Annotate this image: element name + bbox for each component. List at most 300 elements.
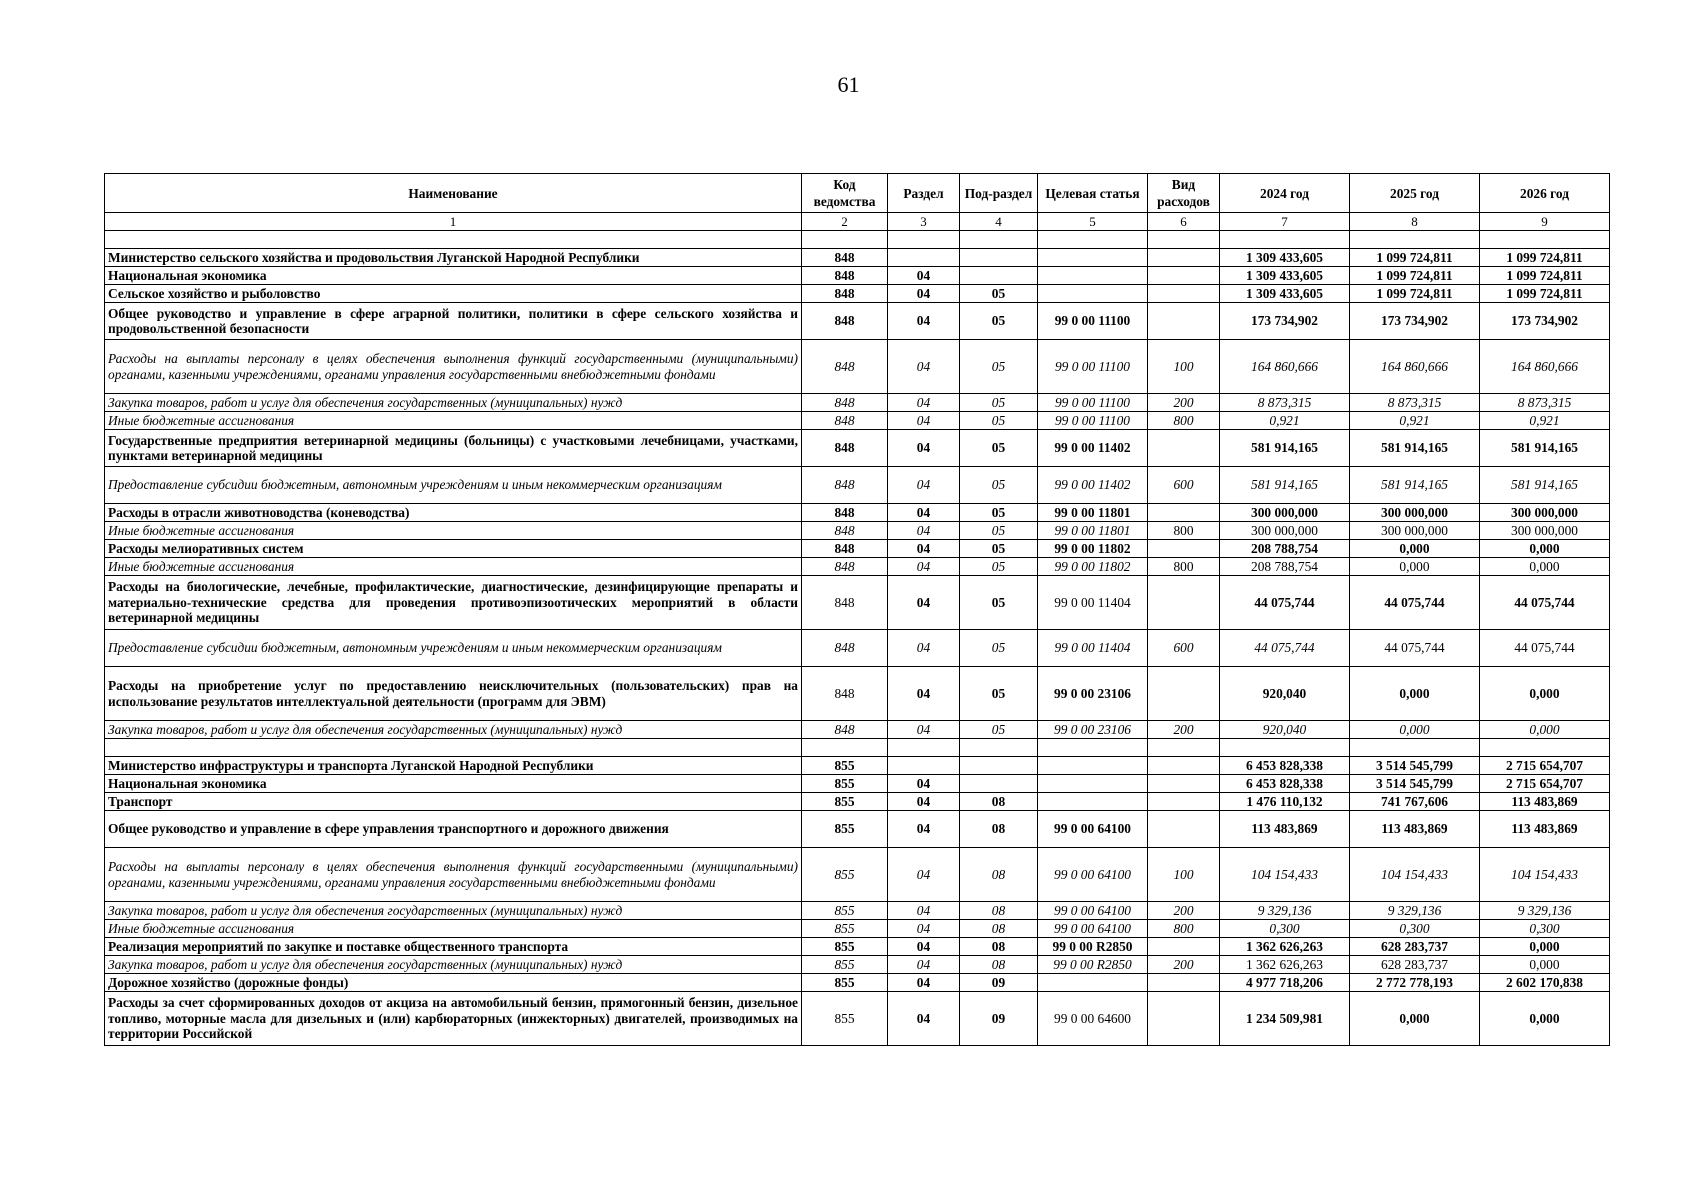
row-name: Предоставление субсидии бюджетным, автономным учреждениям и иным некоммерческим организациям bbox=[105, 467, 802, 504]
row-2026: 2 602 170,838 bbox=[1480, 974, 1610, 992]
row-2026: 2 715 654,707 bbox=[1480, 757, 1610, 775]
row-2026 bbox=[1480, 739, 1610, 757]
row-ved: 848 bbox=[802, 540, 888, 558]
row-2025: 173 734,902 bbox=[1350, 303, 1480, 340]
row-name: Расходы за счет сформированных доходов от акциза на автомобильный бензин, прямогонный бензин, дизельное топливо, моторные масла для дизельных и (или) карбюраторных (инжекторных) двигателей, производимых на территории Российской bbox=[105, 992, 802, 1046]
row-razdel: 04 bbox=[888, 303, 960, 340]
row-podrazdel: 05 bbox=[960, 340, 1038, 394]
row-2024: 1 309 433,605 bbox=[1220, 267, 1350, 285]
row-ved: 855 bbox=[802, 920, 888, 938]
row-razdel: 04 bbox=[888, 467, 960, 504]
row-2024: 1 309 433,605 bbox=[1220, 249, 1350, 267]
row-name: Расходы на выплаты персоналу в целях обеспечения выполнения функций государственными (муниципальными) органами, казенными учреждениями, органами управления государственными внебюджетными фондами bbox=[105, 340, 802, 394]
row-cs: 99 0 00 11404 bbox=[1038, 576, 1148, 630]
row-2024: 581 914,165 bbox=[1220, 430, 1350, 467]
row-2026: 2 715 654,707 bbox=[1480, 775, 1610, 793]
table-row bbox=[105, 938, 1610, 956]
header-2026: 2026 год bbox=[1480, 174, 1610, 213]
column-number: 9 bbox=[1480, 213, 1610, 231]
row-ved: 855 bbox=[802, 775, 888, 793]
row-2026: 9 329,136 bbox=[1480, 902, 1610, 920]
table-row bbox=[105, 775, 1610, 793]
row-2024: 8 873,315 bbox=[1220, 394, 1350, 412]
table-row bbox=[105, 576, 1610, 630]
row-2026: 113 483,869 bbox=[1480, 811, 1610, 848]
row-razdel: 04 bbox=[888, 920, 960, 938]
row-cs: 99 0 00 R2850 bbox=[1038, 956, 1148, 974]
table-row bbox=[105, 793, 1610, 811]
row-name: Закупка товаров, работ и услуг для обеспечения государственных (муниципальных) нужд bbox=[105, 902, 802, 920]
row-2025: 741 767,606 bbox=[1350, 793, 1480, 811]
row-name: Министерство сельского хозяйства и продовольствия Луганской Народной Республики bbox=[105, 249, 802, 267]
row-cs bbox=[1038, 231, 1148, 249]
row-ved: 855 bbox=[802, 757, 888, 775]
row-2025: 1 099 724,811 bbox=[1350, 285, 1480, 303]
row-name: Иные бюджетные ассигнования bbox=[105, 920, 802, 938]
row-2026: 0,000 bbox=[1480, 667, 1610, 721]
row-2025: 44 075,744 bbox=[1350, 576, 1480, 630]
header-2025: 2025 год bbox=[1350, 174, 1480, 213]
row-2024: 1 362 626,263 bbox=[1220, 938, 1350, 956]
table-row bbox=[105, 902, 1610, 920]
row-vr: 100 bbox=[1148, 848, 1220, 902]
row-ved: 848 bbox=[802, 412, 888, 430]
row-vr bbox=[1148, 667, 1220, 721]
header-podrazdel: Под-раздел bbox=[960, 174, 1038, 213]
row-vr bbox=[1148, 576, 1220, 630]
row-podrazdel: 05 bbox=[960, 412, 1038, 430]
row-2025: 0,921 bbox=[1350, 412, 1480, 430]
row-2025: 628 283,737 bbox=[1350, 938, 1480, 956]
table-row bbox=[105, 540, 1610, 558]
row-name: Национальная экономика bbox=[105, 267, 802, 285]
row-podrazdel: 08 bbox=[960, 848, 1038, 902]
row-2025: 104 154,433 bbox=[1350, 848, 1480, 902]
row-ved bbox=[802, 231, 888, 249]
row-2026: 173 734,902 bbox=[1480, 303, 1610, 340]
row-podrazdel: 05 bbox=[960, 576, 1038, 630]
row-podrazdel: 08 bbox=[960, 902, 1038, 920]
row-2025: 581 914,165 bbox=[1350, 467, 1480, 504]
row-razdel: 04 bbox=[888, 504, 960, 522]
row-name: Расходы на биологические, лечебные, профилактические, диагностические, дезинфицирующие препараты и материально-технические средства для проведения противоэпизоотических мероприятий в области ветеринарной медицины bbox=[105, 576, 802, 630]
row-cs: 99 0 00 11100 bbox=[1038, 303, 1148, 340]
row-podrazdel: 05 bbox=[960, 303, 1038, 340]
row-ved: 848 bbox=[802, 249, 888, 267]
row-vr bbox=[1148, 285, 1220, 303]
row-razdel: 04 bbox=[888, 630, 960, 667]
blank-row bbox=[105, 739, 1610, 757]
row-vr: 200 bbox=[1148, 721, 1220, 739]
row-vr: 200 bbox=[1148, 394, 1220, 412]
row-razdel bbox=[888, 231, 960, 249]
row-cs: 99 0 00 11100 bbox=[1038, 394, 1148, 412]
row-2024: 44 075,744 bbox=[1220, 576, 1350, 630]
row-razdel: 04 bbox=[888, 340, 960, 394]
row-ved: 848 bbox=[802, 303, 888, 340]
row-razdel: 04 bbox=[888, 721, 960, 739]
row-podrazdel: 05 bbox=[960, 285, 1038, 303]
row-razdel: 04 bbox=[888, 848, 960, 902]
row-2026: 0,000 bbox=[1480, 540, 1610, 558]
row-name bbox=[105, 739, 802, 757]
row-podrazdel: 05 bbox=[960, 504, 1038, 522]
row-2026: 113 483,869 bbox=[1480, 793, 1610, 811]
row-cs bbox=[1038, 267, 1148, 285]
row-razdel: 04 bbox=[888, 992, 960, 1046]
row-ved: 848 bbox=[802, 558, 888, 576]
row-podrazdel bbox=[960, 739, 1038, 757]
table-row bbox=[105, 340, 1610, 394]
row-2025: 0,000 bbox=[1350, 558, 1480, 576]
row-razdel: 04 bbox=[888, 558, 960, 576]
table-row bbox=[105, 848, 1610, 902]
row-vr bbox=[1148, 540, 1220, 558]
row-ved: 848 bbox=[802, 721, 888, 739]
row-ved: 855 bbox=[802, 956, 888, 974]
table-row bbox=[105, 558, 1610, 576]
header-name: Наименование bbox=[105, 174, 802, 213]
row-name: Иные бюджетные ассигнования bbox=[105, 522, 802, 540]
row-cs bbox=[1038, 793, 1148, 811]
row-2025: 8 873,315 bbox=[1350, 394, 1480, 412]
row-2026: 0,921 bbox=[1480, 412, 1610, 430]
row-cs: 99 0 00 11801 bbox=[1038, 522, 1148, 540]
row-podrazdel: 05 bbox=[960, 667, 1038, 721]
column-number: 5 bbox=[1038, 213, 1148, 231]
header-cs: Целевая статья bbox=[1038, 174, 1148, 213]
row-2024: 208 788,754 bbox=[1220, 540, 1350, 558]
row-2025: 0,000 bbox=[1350, 992, 1480, 1046]
row-name: Общее руководство и управление в сфере управления транспортного и дорожного движения bbox=[105, 811, 802, 848]
row-2026: 0,000 bbox=[1480, 992, 1610, 1046]
row-razdel: 04 bbox=[888, 775, 960, 793]
row-2024: 1 476 110,132 bbox=[1220, 793, 1350, 811]
table-row bbox=[105, 504, 1610, 522]
row-2026: 0,000 bbox=[1480, 938, 1610, 956]
column-number-row bbox=[105, 213, 1610, 231]
row-podrazdel: 05 bbox=[960, 630, 1038, 667]
row-vr bbox=[1148, 811, 1220, 848]
row-name: Закупка товаров, работ и услуг для обеспечения государственных (муниципальных) нужд bbox=[105, 394, 802, 412]
row-2024: 9 329,136 bbox=[1220, 902, 1350, 920]
row-razdel: 04 bbox=[888, 267, 960, 285]
row-2025: 44 075,744 bbox=[1350, 630, 1480, 667]
table-row bbox=[105, 920, 1610, 938]
row-name: Общее руководство и управление в сфере аграрной политики, политики в сфере сельского хозяйства и продовольственной безопасности bbox=[105, 303, 802, 340]
table-row bbox=[105, 757, 1610, 775]
row-podrazdel bbox=[960, 775, 1038, 793]
row-cs: 99 0 00 11402 bbox=[1038, 430, 1148, 467]
row-cs: 99 0 00 11100 bbox=[1038, 340, 1148, 394]
row-name: Закупка товаров, работ и услуг для обеспечения государственных (муниципальных) нужд bbox=[105, 956, 802, 974]
row-razdel: 04 bbox=[888, 412, 960, 430]
row-cs bbox=[1038, 739, 1148, 757]
row-podrazdel: 05 bbox=[960, 540, 1038, 558]
row-ved: 848 bbox=[802, 340, 888, 394]
row-vr bbox=[1148, 938, 1220, 956]
row-2026: 581 914,165 bbox=[1480, 430, 1610, 467]
row-podrazdel: 05 bbox=[960, 394, 1038, 412]
header-vr: Вид расходов bbox=[1148, 174, 1220, 213]
row-ved: 848 bbox=[802, 667, 888, 721]
row-razdel: 04 bbox=[888, 938, 960, 956]
row-podrazdel: 08 bbox=[960, 956, 1038, 974]
table-row bbox=[105, 394, 1610, 412]
row-cs bbox=[1038, 285, 1148, 303]
row-cs: 99 0 00 11802 bbox=[1038, 558, 1148, 576]
row-podrazdel bbox=[960, 757, 1038, 775]
row-ved: 848 bbox=[802, 576, 888, 630]
row-2026: 1 099 724,811 bbox=[1480, 267, 1610, 285]
row-2026: 44 075,744 bbox=[1480, 576, 1610, 630]
row-2024: 920,040 bbox=[1220, 721, 1350, 739]
row-name: Министерство инфраструктуры и транспорта Луганской Народной Республики bbox=[105, 757, 802, 775]
row-podrazdel: 05 bbox=[960, 558, 1038, 576]
budget-table bbox=[104, 173, 1610, 1046]
row-name: Транспорт bbox=[105, 793, 802, 811]
row-2026: 0,300 bbox=[1480, 920, 1610, 938]
row-vr: 100 bbox=[1148, 340, 1220, 394]
row-vr bbox=[1148, 267, 1220, 285]
row-ved: 848 bbox=[802, 522, 888, 540]
row-vr: 600 bbox=[1148, 630, 1220, 667]
page-number: 61 bbox=[837, 72, 860, 97]
row-ved: 848 bbox=[802, 467, 888, 504]
header-2024: 2024 год bbox=[1220, 174, 1350, 213]
row-2024: 104 154,433 bbox=[1220, 848, 1350, 902]
row-2024: 173 734,902 bbox=[1220, 303, 1350, 340]
column-number: 4 bbox=[960, 213, 1038, 231]
row-2026: 0,000 bbox=[1480, 558, 1610, 576]
row-vr bbox=[1148, 793, 1220, 811]
row-razdel bbox=[888, 249, 960, 267]
row-2024 bbox=[1220, 739, 1350, 757]
row-2024: 1 309 433,605 bbox=[1220, 285, 1350, 303]
row-podrazdel: 08 bbox=[960, 920, 1038, 938]
blank-row bbox=[105, 231, 1610, 249]
table-row bbox=[105, 721, 1610, 739]
row-2026: 300 000,000 bbox=[1480, 522, 1610, 540]
row-2025: 9 329,136 bbox=[1350, 902, 1480, 920]
row-vr bbox=[1148, 504, 1220, 522]
row-2025: 581 914,165 bbox=[1350, 430, 1480, 467]
row-cs: 99 0 00 64100 bbox=[1038, 902, 1148, 920]
row-razdel: 04 bbox=[888, 902, 960, 920]
row-2026: 1 099 724,811 bbox=[1480, 249, 1610, 267]
row-2025 bbox=[1350, 739, 1480, 757]
row-2024: 0,300 bbox=[1220, 920, 1350, 938]
row-2024: 300 000,000 bbox=[1220, 522, 1350, 540]
row-2025: 300 000,000 bbox=[1350, 522, 1480, 540]
row-2024: 6 453 828,338 bbox=[1220, 775, 1350, 793]
row-razdel: 04 bbox=[888, 576, 960, 630]
row-name: Расходы на выплаты персоналу в целях обеспечения выполнения функций государственными (муниципальными) органами, казенными учреждениями, органами управления государственными внебюджетными фондами bbox=[105, 848, 802, 902]
row-vr: 200 bbox=[1148, 902, 1220, 920]
row-vr: 800 bbox=[1148, 412, 1220, 430]
row-podrazdel: 05 bbox=[960, 522, 1038, 540]
row-cs: 99 0 00 11100 bbox=[1038, 412, 1148, 430]
table-row bbox=[105, 303, 1610, 340]
row-cs: 99 0 00 11802 bbox=[1038, 540, 1148, 558]
row-cs bbox=[1038, 775, 1148, 793]
row-ved: 848 bbox=[802, 504, 888, 522]
column-number: 1 bbox=[105, 213, 802, 231]
row-podrazdel: 05 bbox=[960, 721, 1038, 739]
table-row bbox=[105, 667, 1610, 721]
row-razdel bbox=[888, 739, 960, 757]
row-podrazdel: 05 bbox=[960, 467, 1038, 504]
row-2025: 1 099 724,811 bbox=[1350, 267, 1480, 285]
row-cs bbox=[1038, 974, 1148, 992]
table-row bbox=[105, 430, 1610, 467]
row-2025: 300 000,000 bbox=[1350, 504, 1480, 522]
row-2026 bbox=[1480, 231, 1610, 249]
row-name: Дорожное хозяйство (дорожные фонды) bbox=[105, 974, 802, 992]
row-2024: 44 075,744 bbox=[1220, 630, 1350, 667]
row-vr bbox=[1148, 231, 1220, 249]
row-2025: 628 283,737 bbox=[1350, 956, 1480, 974]
row-2026: 44 075,744 bbox=[1480, 630, 1610, 667]
row-name: Предоставление субсидии бюджетным, автономным учреждениям и иным некоммерческим организациям bbox=[105, 630, 802, 667]
row-vr: 800 bbox=[1148, 558, 1220, 576]
column-number: 3 bbox=[888, 213, 960, 231]
row-2025: 3 514 545,799 bbox=[1350, 757, 1480, 775]
row-name: Закупка товаров, работ и услуг для обеспечения государственных (муниципальных) нужд bbox=[105, 721, 802, 739]
row-razdel: 04 bbox=[888, 667, 960, 721]
row-cs: 99 0 00 64100 bbox=[1038, 811, 1148, 848]
row-2024: 920,040 bbox=[1220, 667, 1350, 721]
row-2025 bbox=[1350, 231, 1480, 249]
row-razdel: 04 bbox=[888, 811, 960, 848]
row-2025: 0,300 bbox=[1350, 920, 1480, 938]
table-row bbox=[105, 249, 1610, 267]
row-2026: 8 873,315 bbox=[1480, 394, 1610, 412]
row-vr bbox=[1148, 974, 1220, 992]
table-row bbox=[105, 412, 1610, 430]
row-podrazdel: 09 bbox=[960, 992, 1038, 1046]
row-ved: 855 bbox=[802, 793, 888, 811]
row-2026: 0,000 bbox=[1480, 956, 1610, 974]
row-vr bbox=[1148, 757, 1220, 775]
row-podrazdel: 08 bbox=[960, 811, 1038, 848]
row-cs: 99 0 00 64100 bbox=[1038, 848, 1148, 902]
row-razdel: 04 bbox=[888, 956, 960, 974]
table-row bbox=[105, 811, 1610, 848]
row-vr bbox=[1148, 249, 1220, 267]
row-2024: 300 000,000 bbox=[1220, 504, 1350, 522]
row-2025: 0,000 bbox=[1350, 721, 1480, 739]
row-cs: 99 0 00 11404 bbox=[1038, 630, 1148, 667]
row-2025: 0,000 bbox=[1350, 667, 1480, 721]
table-row bbox=[105, 267, 1610, 285]
table-row bbox=[105, 992, 1610, 1046]
row-podrazdel bbox=[960, 267, 1038, 285]
table-row bbox=[105, 467, 1610, 504]
row-2025: 113 483,869 bbox=[1350, 811, 1480, 848]
table-row bbox=[105, 956, 1610, 974]
row-2025: 3 514 545,799 bbox=[1350, 775, 1480, 793]
row-razdel: 04 bbox=[888, 285, 960, 303]
row-name: Сельское хозяйство и рыболовство bbox=[105, 285, 802, 303]
row-ved: 848 bbox=[802, 630, 888, 667]
row-cs: 99 0 00 11402 bbox=[1038, 467, 1148, 504]
row-name: Иные бюджетные ассигнования bbox=[105, 558, 802, 576]
row-ved: 855 bbox=[802, 992, 888, 1046]
row-2024: 0,921 bbox=[1220, 412, 1350, 430]
row-2026: 581 914,165 bbox=[1480, 467, 1610, 504]
row-razdel: 04 bbox=[888, 974, 960, 992]
row-razdel: 04 bbox=[888, 793, 960, 811]
row-2025: 0,000 bbox=[1350, 540, 1480, 558]
header-row bbox=[105, 174, 1610, 213]
row-podrazdel: 05 bbox=[960, 430, 1038, 467]
row-2025: 2 772 778,193 bbox=[1350, 974, 1480, 992]
row-cs: 99 0 00 64100 bbox=[1038, 920, 1148, 938]
row-ved bbox=[802, 739, 888, 757]
row-podrazdel: 08 bbox=[960, 793, 1038, 811]
row-name: Расходы мелиоративных систем bbox=[105, 540, 802, 558]
row-ved: 855 bbox=[802, 848, 888, 902]
row-cs bbox=[1038, 249, 1148, 267]
row-cs: 99 0 00 11801 bbox=[1038, 504, 1148, 522]
row-podrazdel bbox=[960, 231, 1038, 249]
row-vr: 800 bbox=[1148, 522, 1220, 540]
row-name: Иные бюджетные ассигнования bbox=[105, 412, 802, 430]
row-name: Реализация мероприятий по закупке и поставке общественного транспорта bbox=[105, 938, 802, 956]
row-vr bbox=[1148, 303, 1220, 340]
row-vr bbox=[1148, 992, 1220, 1046]
table-row bbox=[105, 630, 1610, 667]
row-cs: 99 0 00 23106 bbox=[1038, 721, 1148, 739]
row-2025: 164 860,666 bbox=[1350, 340, 1480, 394]
row-name: Расходы на приобретение услуг по предоставлению неисключительных (пользовательских) прав на использование результатов интеллектуальной деятельности (программ для ЭВМ) bbox=[105, 667, 802, 721]
row-vr bbox=[1148, 739, 1220, 757]
header-ved: Код ведомства bbox=[802, 174, 888, 213]
column-number: 2 bbox=[802, 213, 888, 231]
row-vr: 200 bbox=[1148, 956, 1220, 974]
row-2024: 1 234 509,981 bbox=[1220, 992, 1350, 1046]
row-2024 bbox=[1220, 231, 1350, 249]
row-ved: 848 bbox=[802, 394, 888, 412]
row-2024: 6 453 828,338 bbox=[1220, 757, 1350, 775]
row-ved: 848 bbox=[802, 267, 888, 285]
row-cs: 99 0 00 R2850 bbox=[1038, 938, 1148, 956]
column-number: 8 bbox=[1350, 213, 1480, 231]
row-podrazdel bbox=[960, 249, 1038, 267]
row-name: Национальная экономика bbox=[105, 775, 802, 793]
row-name: Государственные предприятия ветеринарной медицины (больницы) с участковыми лечебницами, участками, пунктами ветеринарной медицины bbox=[105, 430, 802, 467]
row-2024: 581 914,165 bbox=[1220, 467, 1350, 504]
header-razdel: Раздел bbox=[888, 174, 960, 213]
row-vr: 600 bbox=[1148, 467, 1220, 504]
row-podrazdel: 09 bbox=[960, 974, 1038, 992]
row-ved: 855 bbox=[802, 974, 888, 992]
column-number: 6 bbox=[1148, 213, 1220, 231]
row-cs bbox=[1038, 757, 1148, 775]
row-2024: 164 860,666 bbox=[1220, 340, 1350, 394]
table-row bbox=[105, 285, 1610, 303]
row-ved: 855 bbox=[802, 938, 888, 956]
row-2025: 1 099 724,811 bbox=[1350, 249, 1480, 267]
row-razdel: 04 bbox=[888, 394, 960, 412]
row-ved: 848 bbox=[802, 430, 888, 467]
row-2026: 104 154,433 bbox=[1480, 848, 1610, 902]
row-2026: 164 860,666 bbox=[1480, 340, 1610, 394]
table-row bbox=[105, 974, 1610, 992]
table-row bbox=[105, 522, 1610, 540]
row-razdel bbox=[888, 757, 960, 775]
